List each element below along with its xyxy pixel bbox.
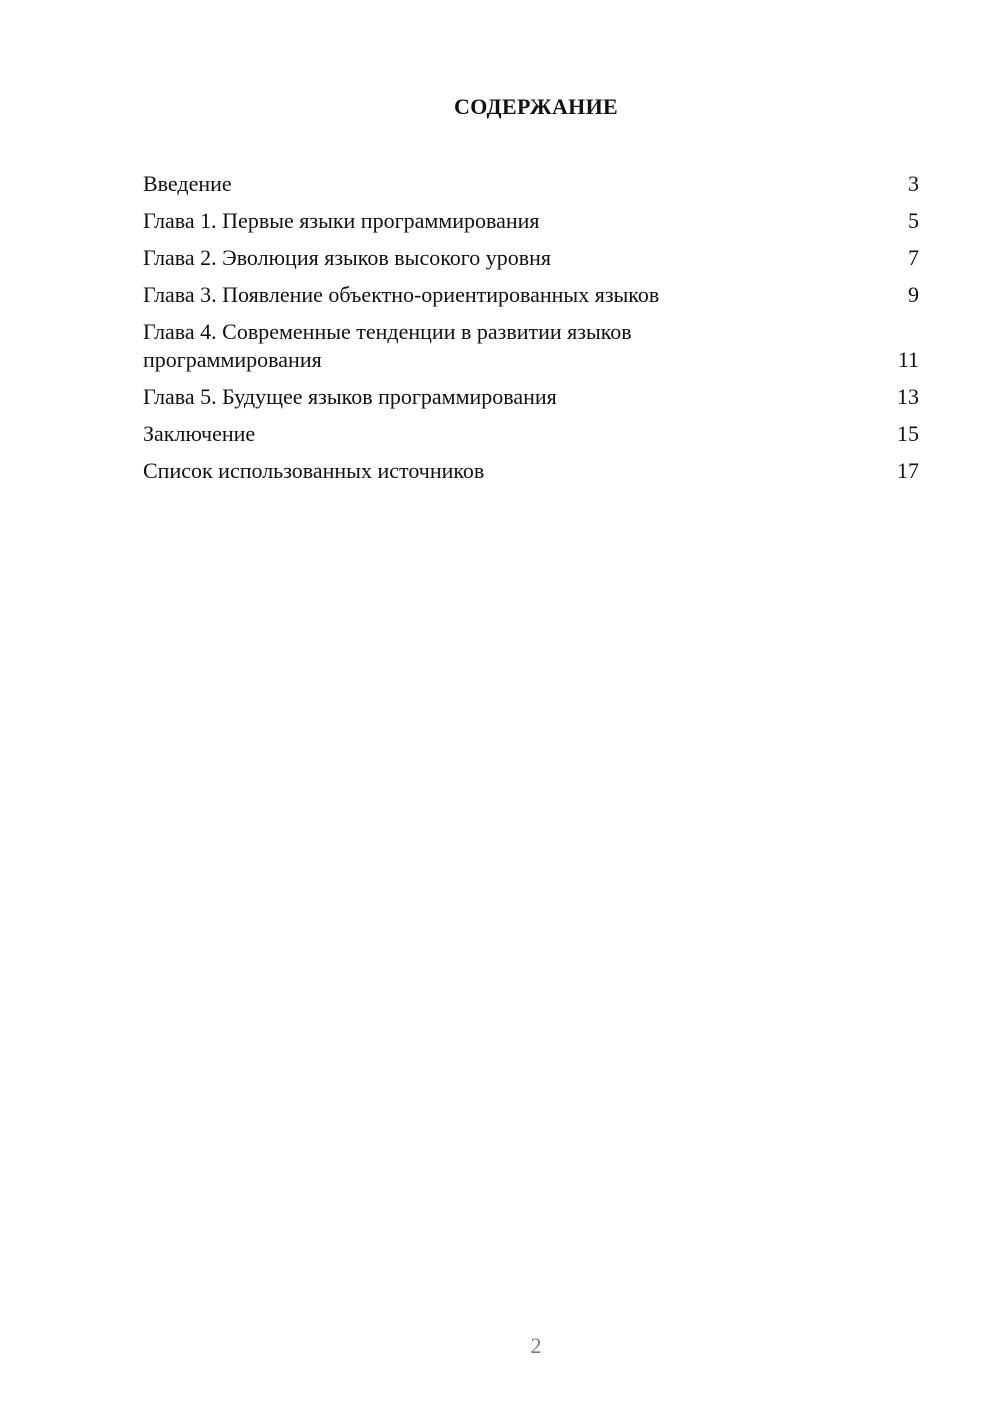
toc-entry-chapter-4 bbox=[143, 318, 919, 374]
toc-entry-title: Глава 5. Будущее языков программирования bbox=[143, 384, 557, 409]
toc-heading: СОДЕРЖАНИЕ bbox=[454, 94, 618, 119]
toc-entry-page: 15 bbox=[897, 421, 919, 446]
toc-entry-chapter-3 bbox=[143, 281, 919, 309]
toc-entry-introduction bbox=[143, 170, 919, 198]
toc-entry-chapter-2 bbox=[143, 244, 919, 272]
toc-entry-title: Глава 4. Современные тенденции в развитии языков программирования bbox=[143, 319, 632, 372]
toc-entry-page: 7 bbox=[908, 245, 919, 270]
toc-entry-title: Глава 2. Эволюция языков высокого уровня bbox=[143, 245, 552, 270]
toc-entry-chapter-1 bbox=[143, 207, 919, 235]
toc-entry-title: Введение bbox=[143, 171, 232, 196]
toc-entry-page: 3 bbox=[908, 171, 919, 196]
table-of-contents bbox=[143, 170, 919, 494]
toc-entry-page: 13 bbox=[897, 384, 919, 409]
toc-entry-title: Заключение bbox=[143, 421, 256, 446]
toc-entry-conclusion bbox=[143, 420, 919, 448]
toc-entry-references bbox=[143, 457, 919, 485]
toc-entry-page: 9 bbox=[908, 282, 919, 307]
toc-entry-title: Глава 1. Первые языки программирования bbox=[143, 208, 540, 233]
toc-heading-container bbox=[0, 94, 1000, 120]
toc-entry-title: Глава 3. Появление объектно-ориентированных языков bbox=[143, 282, 660, 307]
toc-entry-title: Список использованных источников bbox=[143, 458, 485, 483]
toc-entry-chapter-5 bbox=[143, 383, 919, 411]
toc-entry-page: 11 bbox=[897, 347, 919, 372]
toc-entry-page: 17 bbox=[897, 458, 919, 483]
toc-entry-page: 5 bbox=[908, 208, 919, 233]
page-number: 2 bbox=[530, 1333, 542, 1358]
